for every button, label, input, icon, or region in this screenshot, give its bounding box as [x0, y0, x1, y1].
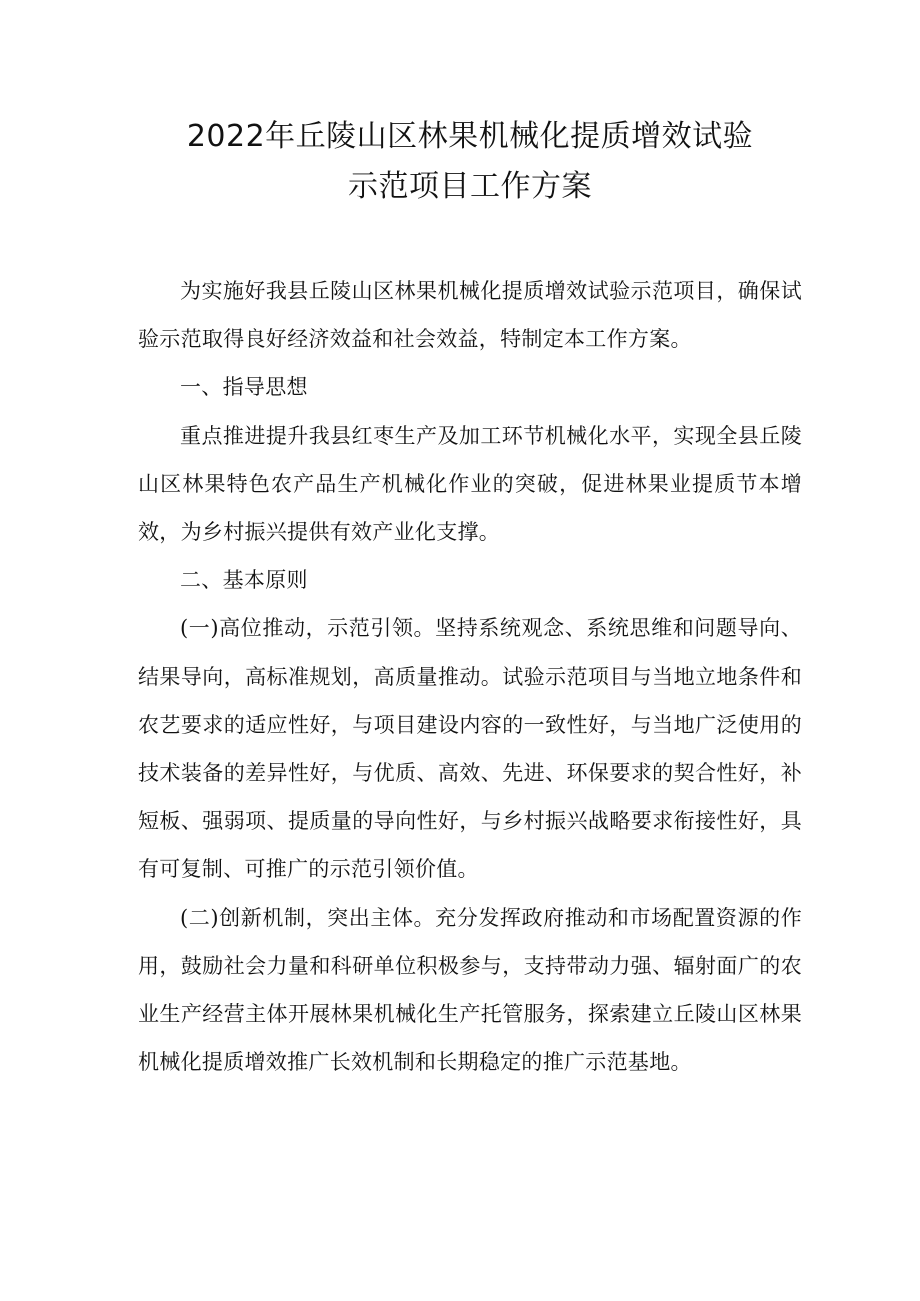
principle-1-paragraph: (一)高位推动，示范引领。坚持系统观念、系统思维和问题导向、结果导向，高标准规划，高质量推动。试验示范项目与当地立地条件和农艺要求的适应性好，与项目建设内容的一致性好，与当地广泛使用的技术装备的差异性好，与优质、高效、先进、环保要求的契合性好，补短板、强弱项、提质量的导向性好，与乡村振兴战略要求衔接性好，具有可复制、可推广的示范引领价值。	[138, 616, 802, 882]
section-heading-basic-principles: 二、基本原则	[180, 568, 308, 593]
document-title	[138, 112, 802, 212]
intro-paragraph: 为实施好我县丘陵山区林果机械化提质增效试验示范项目，确保试验示范取得良好经济效益和社会效益，特制定本工作方案。	[138, 279, 802, 352]
document-body	[138, 267, 802, 1086]
principle-2-paragraph: (二)创新机制，突出主体。充分发挥政府推动和市场配置资源的作用，鼓励社会力量和科研单位积极参与，支持带动力强、辐射面广的农业生产经营主体开展林果机械化生产托管服务，探索建立丘陵山区林果机械化提质增效推广长效机制和长期稳定的推广示范基地。	[138, 905, 802, 1075]
title-line-1: 2022年丘陵山区林果机械化提质增效试验	[186, 119, 754, 154]
section-heading-guiding-ideology: 一、指导思想	[180, 375, 308, 400]
guiding-ideology-paragraph: 重点推进提升我县红枣生产及加工环节机械化水平，实现全县丘陵山区林果特色农产品生产机械化作业的突破，促进林果业提质节本增效，为乡村振兴提供有效产业化支撑。	[138, 423, 802, 545]
title-line-2: 示范项目工作方案	[348, 169, 592, 204]
